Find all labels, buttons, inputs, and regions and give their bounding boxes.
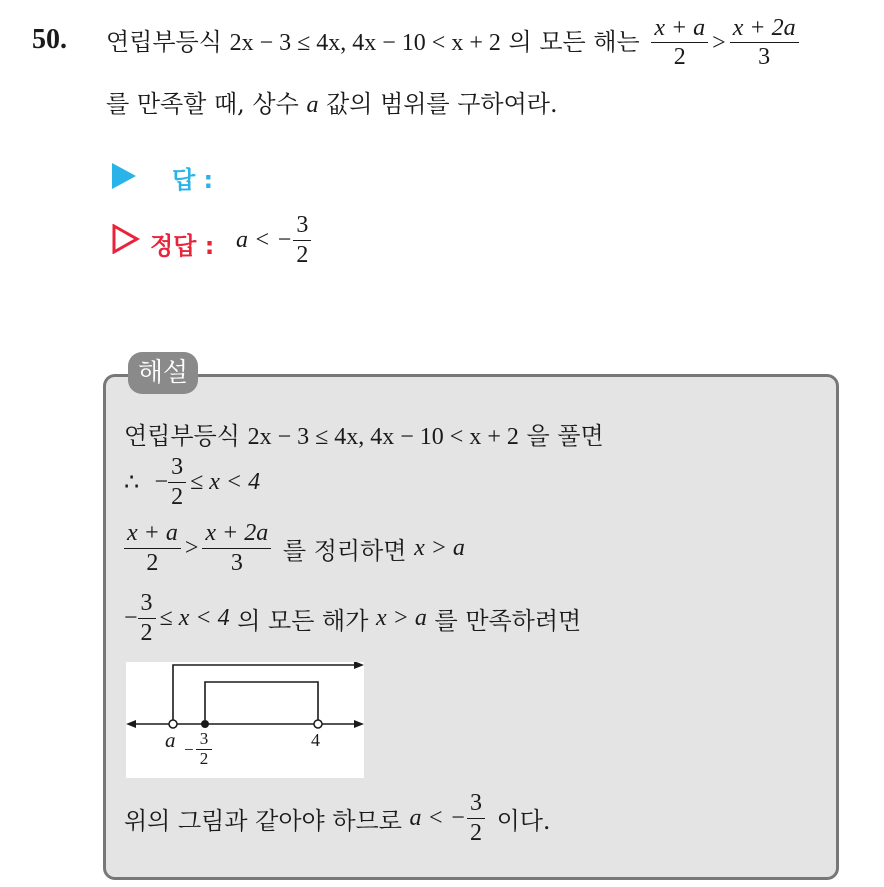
problem-fraction-left: $\frac{x + a}{2}$ xyxy=(651,15,708,72)
number-line-svg xyxy=(126,662,364,778)
explanation-line-2: ∴ − $\frac{3}{2}$ ≤ x < 4 xyxy=(124,454,261,510)
answer-label: 답 : xyxy=(172,166,214,194)
problem-line-2 xyxy=(106,84,558,119)
problem-number: 50. xyxy=(32,24,67,55)
diagram-label-a: a xyxy=(165,728,176,752)
problem-gt: > xyxy=(712,30,726,56)
explanation-line-1: 연립부등식 2x − 3 ≤ 4x, 4x − 10 < x + 2 을 풀면 xyxy=(124,422,604,450)
diagram-label-three-halves: 3 2 xyxy=(196,730,212,768)
problem-var-a: a xyxy=(306,92,319,118)
problem-text: 연립부등식 xyxy=(106,28,230,56)
problem-text: 의 모든 해는 xyxy=(500,28,648,56)
explanation-tab: 해설 xyxy=(128,352,198,394)
play-icon xyxy=(112,163,136,189)
correct-answer-label: 정답 : xyxy=(150,232,215,260)
diagram-label-four: 4 xyxy=(311,730,320,750)
explanation-line-4: − $\frac{3}{2}$ ≤ x < 4 의 모든 해가 x > a 를 만족하려면 xyxy=(124,590,582,646)
problem-fraction-right: $\frac{x + 2a}{3}$ xyxy=(730,15,799,72)
problem-line-1 xyxy=(106,14,803,72)
number-line-diagram xyxy=(126,662,364,778)
diagram-label-minus: − xyxy=(184,740,194,759)
explanation-line-3: $\frac{x + a}{2}$ > $\frac{x + 2a}{3}$ 를 정리하면 x > a xyxy=(124,520,465,577)
problem-text: 를 만족할 때, 상수 xyxy=(106,90,307,118)
outline-play-icon xyxy=(112,224,140,254)
correct-answer-value: a < − $\frac{3}{2}$ xyxy=(236,212,315,269)
problem-inequality: 2x − 3 ≤ 4x, 4x − 10 < x + 2 xyxy=(229,30,501,56)
explanation-line-5: 위의 그림과 같아야 하므로 a < − $\frac{3}{2}$ 이다. xyxy=(124,790,551,846)
problem-text: 값의 범위를 구하여라. xyxy=(318,90,558,118)
